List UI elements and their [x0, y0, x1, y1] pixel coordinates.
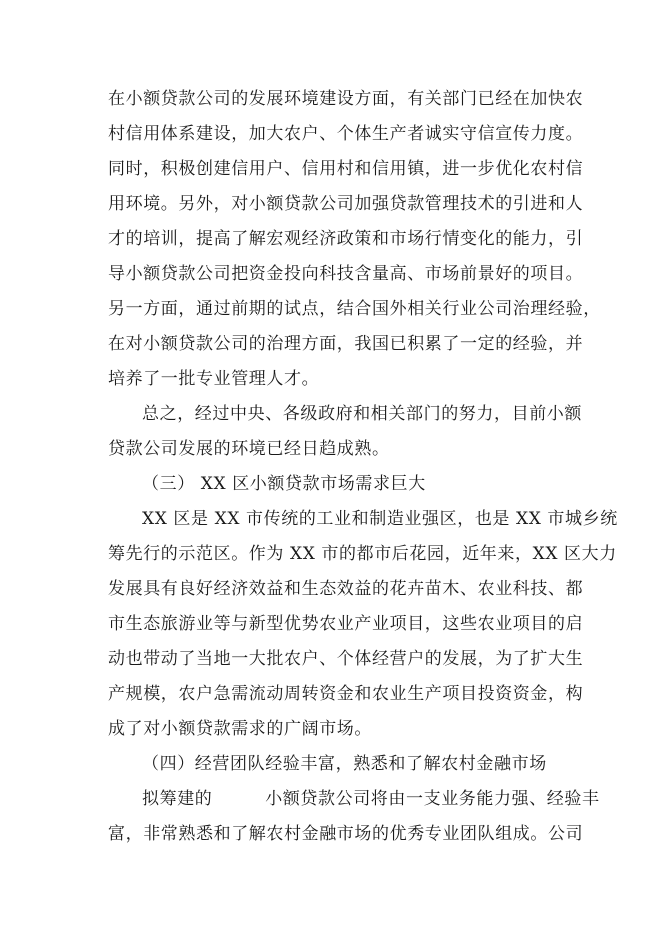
text-line-17: 动也带动了当地一大批农户、个体经营户的发展，为了扩大生 — [108, 649, 584, 669]
text-line-4: 用环境。另外，对小额贷款公司加强贷款管理技术的引进和人 — [108, 194, 584, 214]
section-heading-4: （四）经营团队经验丰富，熟悉和了解农村金融市场 — [142, 754, 547, 774]
text-line-1: 在小额贷款公司的发展环境建设方面，有关部门已经在加快农 — [108, 89, 584, 109]
text-line-14: 筹先行的示范区。作为 XX 市的都市后花园，近年来，XX 区大力 — [108, 544, 617, 564]
text-line-19: 成了对小额贷款需求的广阔市场。 — [108, 719, 372, 739]
text-line-6: 导小额贷款公司把资金投向科技含量高、市场前景好的项目。 — [108, 264, 584, 284]
text-line-10: 总之，经过中央、各级政府和相关部门的努力，目前小额 — [142, 404, 582, 424]
text-line-3: 同时，积极创建信用户、信用村和信用镇，进一步优化农村信 — [108, 159, 584, 179]
text-line-13: XX 区是 XX 市传统的工业和制造业强区，也是 XX 市城乡统 — [142, 509, 618, 529]
text-line-9: 培养了一批专业管理人才。 — [108, 369, 320, 389]
text-line-16: 市生态旅游业等与新型优势农业产业项目，这些农业项目的启 — [108, 614, 584, 634]
text-line-21: 拟筹建的 小额贷款公司将由一支业务能力强、经验丰 — [142, 789, 600, 809]
text-line-8: 在对小额贷款公司的治理方面，我国已积累了一定的经验，并 — [108, 334, 584, 354]
text-line-15: 发展具有良好经济效益和生态效益的花卉苗木、农业科技、都 — [108, 579, 584, 599]
text-line-11: 贷款公司发展的环境已经日趋成熟。 — [108, 439, 390, 459]
section-heading-3: （三） XX 区小额贷款市场需求巨大 — [142, 474, 426, 494]
text-line-7: 另一方面，通过前期的试点，结合国外相关行业公司治理经验， — [108, 299, 601, 319]
text-line-18: 产规模，农户急需流动周转资金和农业生产项目投资资金，构 — [108, 684, 584, 704]
text-line-2: 村信用体系建设，加大农户、个体生产者诚实守信宣传力度。 — [108, 124, 584, 144]
text-line-5: 才的培训，提高了解宏观经济政策和市场行情变化的能力，引 — [108, 229, 584, 249]
text-line-22: 富，非常熟悉和了解农村金融市场的优秀专业团队组成。公司 — [108, 824, 584, 844]
